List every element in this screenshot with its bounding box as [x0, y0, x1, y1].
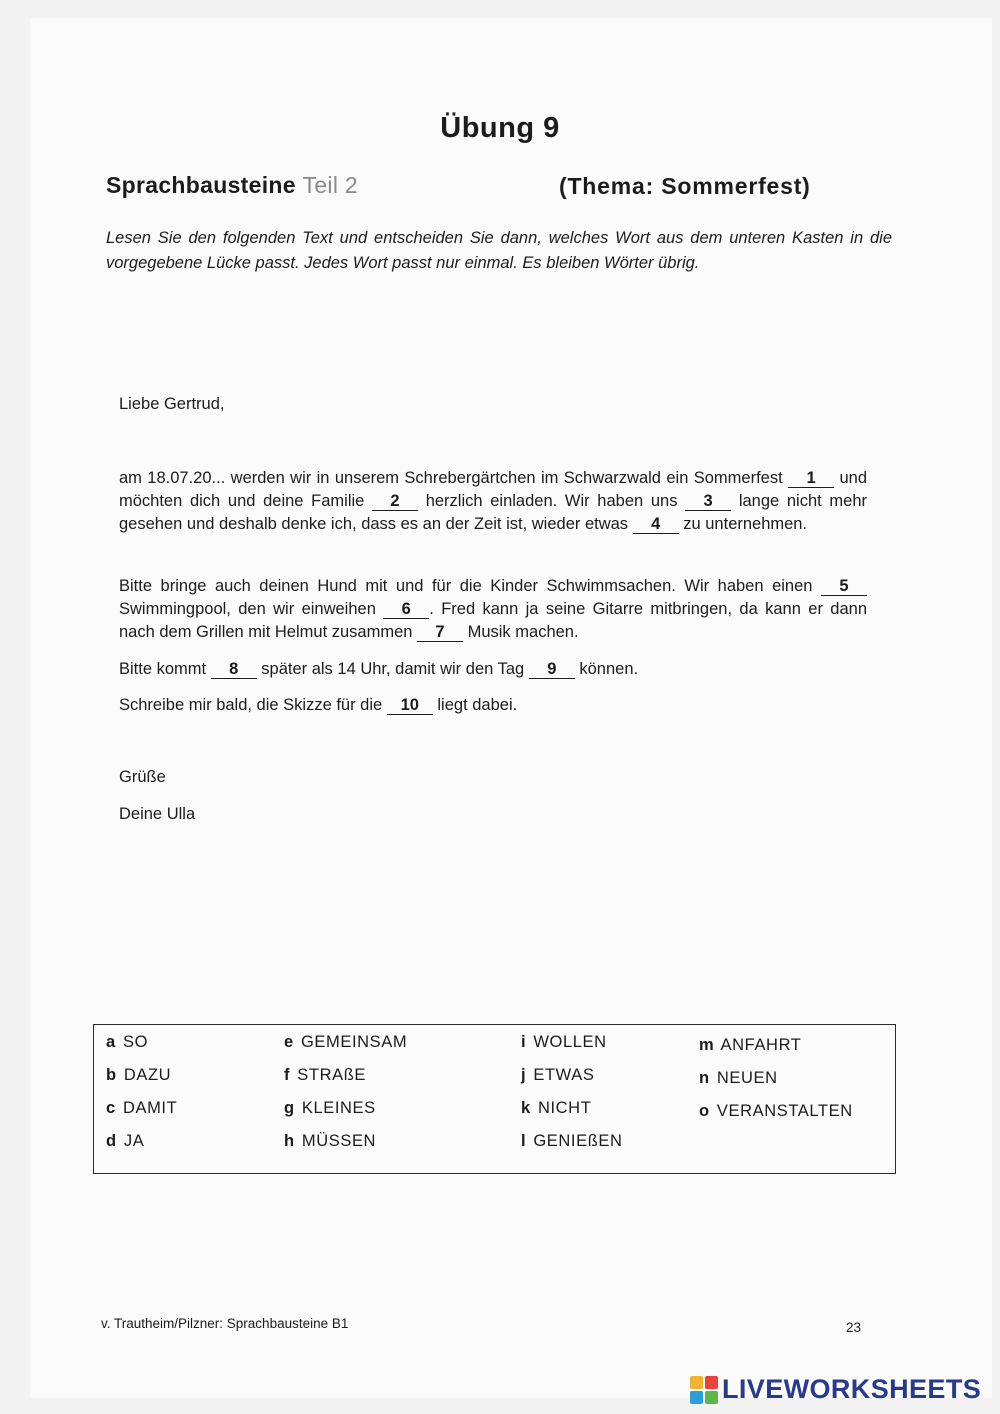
word-option-f[interactable] — [284, 1066, 366, 1085]
word-letter: i — [521, 1033, 527, 1051]
word-option-i[interactable] — [521, 1033, 607, 1052]
word-letter: o — [699, 1102, 710, 1120]
word-text: DAMIT — [117, 1099, 178, 1117]
word-option-c[interactable] — [106, 1099, 177, 1118]
word-letter: l — [521, 1132, 527, 1150]
text: können. — [574, 660, 639, 678]
word-text: VERANSTALTEN — [711, 1102, 853, 1120]
word-letter: h — [284, 1132, 295, 1150]
word-text: NEUEN — [711, 1069, 778, 1087]
word-text: NICHT — [532, 1099, 592, 1117]
text: liegt dabei. — [432, 696, 518, 714]
word-option-o[interactable] — [699, 1102, 853, 1121]
word-text: DAZU — [118, 1066, 172, 1084]
gap-9[interactable]: 9 — [529, 660, 575, 679]
word-letter: e — [284, 1033, 294, 1051]
text: und möchten dich und deine Familie — [119, 469, 867, 510]
gap-2[interactable]: 2 — [372, 492, 418, 511]
page-title: Übung 9 — [440, 112, 560, 144]
text: herzlich einladen. Wir haben uns — [418, 492, 686, 510]
text: später als 14 Uhr, damit wir den Tag — [256, 660, 529, 678]
word-option-g[interactable] — [284, 1099, 376, 1118]
word-letter: k — [521, 1099, 531, 1117]
word-letter: n — [699, 1069, 710, 1087]
word-letter: a — [106, 1033, 116, 1051]
word-text: GEMEINSAM — [295, 1033, 408, 1051]
word-letter: d — [106, 1132, 117, 1150]
word-text: GENIEßEN — [528, 1132, 623, 1150]
letter-signature: Deine Ulla — [119, 805, 196, 823]
text: Bitte kommt — [119, 660, 211, 678]
word-letter: f — [284, 1066, 291, 1084]
word-letter: j — [521, 1066, 527, 1084]
section-subtitle — [106, 172, 358, 199]
text: zu unternehmen. — [678, 515, 808, 533]
letter-paragraph-3 — [119, 658, 867, 681]
page-number: 23 — [846, 1320, 862, 1335]
word-text: MÜSSEN — [296, 1132, 377, 1150]
gap-10[interactable]: 10 — [387, 696, 433, 715]
word-text: KLEINES — [296, 1099, 376, 1117]
word-text: STRAßE — [292, 1066, 366, 1084]
gap-8[interactable]: 8 — [211, 660, 257, 679]
word-text: ANFAHRT — [716, 1036, 802, 1054]
text: Bitte bringe auch deinen Hund mit und für die Kinder Schwimmsachen. Wir haben einen — [119, 577, 821, 595]
brand-logo[interactable] — [690, 1374, 981, 1405]
word-letter: g — [284, 1099, 295, 1117]
gap-6[interactable]: 6 — [383, 600, 429, 619]
instructions: Lesen Sie den folgenden Text und entscheiden Sie dann, welches Wort aus dem unteren Kasten in die vorgegebene Lücke passt. Jedes Wort passt nur einmal. Es bleiben Wörter übrig. — [106, 229, 892, 272]
gap-3[interactable]: 3 — [685, 492, 731, 511]
letter-paragraph-4 — [119, 694, 867, 717]
word-text: WOLLEN — [528, 1033, 607, 1051]
subtitle-part: Teil 2 — [302, 172, 359, 198]
text: Schreibe mir bald, die Skizze für die — [119, 696, 387, 714]
text: . Fred kann ja seine Gitarre mitbringen, da kann er dann nach dem Grillen mit Helmut zusammen — [119, 600, 868, 641]
theme-label: (Thema: Sommerfest) — [559, 173, 811, 199]
letter-closing: Grüße — [119, 768, 166, 786]
word-option-m[interactable] — [699, 1036, 801, 1055]
gap-7[interactable]: 7 — [417, 623, 463, 642]
text: lange nicht mehr gesehen und deshalb denke ich, dass es an der Zeit ist, wieder etwas — [119, 492, 867, 533]
letter-greeting: Liebe Gertrud, — [119, 395, 225, 413]
liveworksheets-icon — [690, 1376, 718, 1404]
word-letter: m — [699, 1036, 715, 1054]
word-option-h[interactable] — [284, 1132, 376, 1151]
footer-source: v. Trautheim/Pilzner: Sprachbausteine B1 — [101, 1316, 349, 1331]
word-option-d[interactable] — [106, 1132, 144, 1151]
gap-1[interactable]: 1 — [788, 469, 834, 488]
gap-5[interactable]: 5 — [821, 577, 867, 596]
text: am 18.07.20... werden wir in unserem Schrebergärtchen im Schwarzwald ein Sommerfest — [119, 469, 789, 487]
word-option-b[interactable] — [106, 1066, 171, 1085]
text: Swimmingpool, den wir einweihen — [119, 600, 384, 618]
letter-paragraph-1 — [119, 467, 867, 536]
word-text: ETWAS — [528, 1066, 595, 1084]
word-option-a[interactable] — [106, 1033, 148, 1052]
brand-name: LIVEWORKSHEETS — [722, 1374, 982, 1404]
word-option-n[interactable] — [699, 1069, 778, 1088]
word-letter: c — [106, 1099, 116, 1117]
word-option-j[interactable] — [521, 1066, 594, 1085]
word-text: JA — [118, 1132, 145, 1150]
gap-4[interactable]: 4 — [633, 515, 679, 534]
word-option-e[interactable] — [284, 1033, 407, 1052]
text: Musik machen. — [463, 623, 579, 641]
word-text: SO — [117, 1033, 149, 1051]
subtitle-main: Sprachbausteine — [106, 172, 303, 198]
word-option-l[interactable] — [521, 1132, 623, 1151]
word-letter: b — [106, 1066, 117, 1084]
letter-paragraph-2 — [119, 575, 867, 644]
word-option-k[interactable] — [521, 1099, 591, 1118]
